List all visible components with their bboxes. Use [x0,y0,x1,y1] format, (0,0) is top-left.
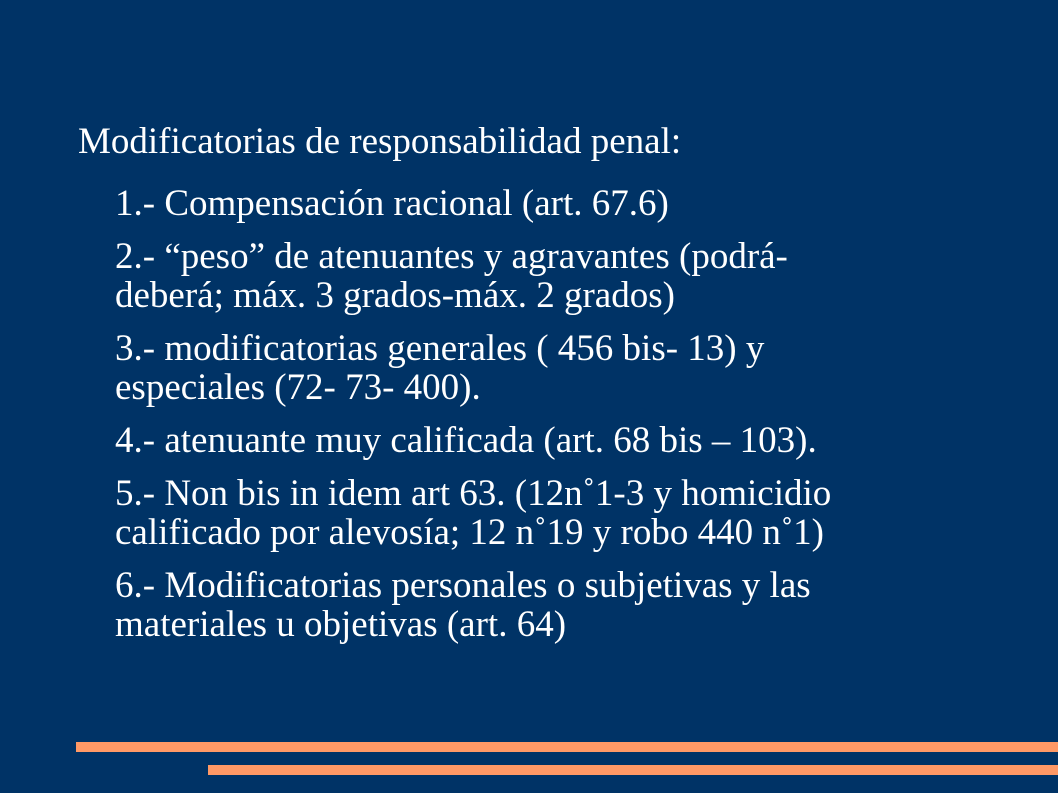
list-item-3 [115,329,1045,407]
decorative-bar-bottom [208,765,1058,775]
list-item-4 [115,421,1045,460]
item-list [115,184,1045,658]
list-item-2-line-2: deberá; máx. 3 grados-máx. 2 grados) [115,275,675,316]
list-item-4-line-1: 4.- atenuante muy calificada (art. 68 bis – 103). [115,420,817,461]
list-item-1 [115,184,1045,223]
decorative-bar-top [76,742,1058,752]
list-item-6-line-2: materiales u objetivas (art. 64) [115,604,567,645]
list-item-6-line-1: 6.- Modificatorias personales o subjetivas y las [115,565,811,606]
slide-heading: Modificatorias de responsabilidad penal: [78,121,682,162]
list-item-5-line-2: calificado por alevosía; 12 n˚19 y robo 440 n˚1) [115,512,824,553]
list-item-5 [115,474,1045,552]
list-item-2 [115,237,1045,315]
list-item-6 [115,566,1045,644]
list-item-5-line-1: 5.- Non bis in idem art 63. (12n˚1-3 y homicidio [115,473,832,514]
list-item-2-line-1: 2.- “peso” de atenuantes y agravantes (podrá- [115,236,788,277]
list-item-1-line-1: 1.- Compensación racional (art. 67.6) [115,183,669,224]
list-item-3-line-2: especiales (72- 73- 400). [115,367,481,408]
list-item-3-line-1: 3.- modificatorias generales ( 456 bis- 13) y [115,328,765,369]
